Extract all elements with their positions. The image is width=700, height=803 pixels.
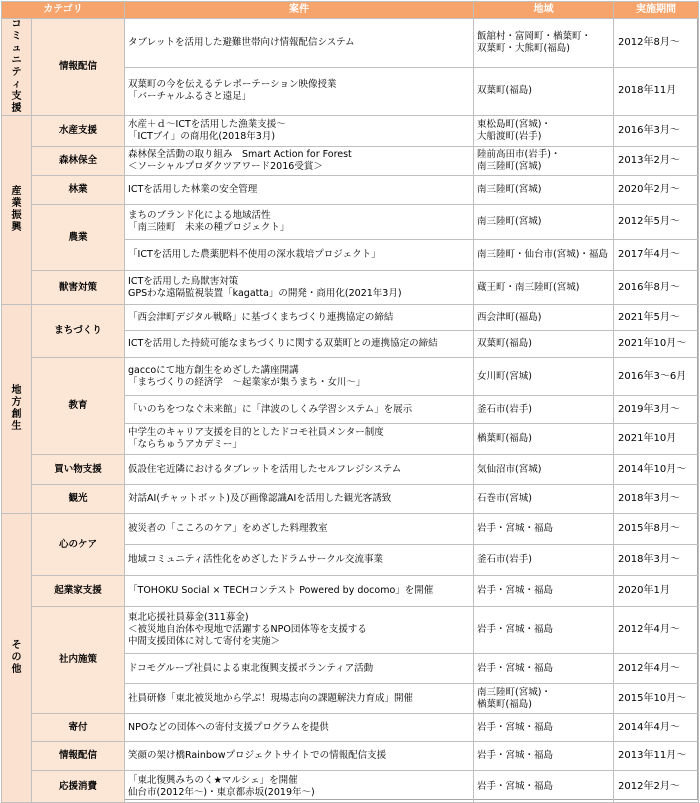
cell-line: 仮設住宅近隣におけるタブレットを活用したセルフレジシステム — [128, 463, 402, 475]
region-cell — [474, 545, 614, 576]
cell-line: 楢葉町(福島) — [477, 698, 532, 710]
cell-line: 地域コミュニティ活性化をめざしたドラムサークル交流事業 — [128, 554, 383, 565]
project-cell — [125, 684, 474, 714]
cell-line: 「南三陸町 未来の種プロジェクト」 — [128, 222, 290, 233]
region-cell — [474, 684, 614, 714]
region-cell — [474, 654, 614, 684]
project-cell — [125, 271, 474, 305]
project-cell — [125, 240, 474, 271]
period-cell: 2013年11月～ — [614, 742, 699, 771]
project-cell — [125, 176, 474, 205]
cell-line: まちのブランド化による地域活性 — [128, 210, 271, 221]
region-cell — [474, 607, 614, 654]
cell-line: 南三陸町(宮城) — [477, 161, 542, 172]
table-row — [2, 742, 699, 771]
table-row — [2, 19, 699, 68]
table-row — [2, 116, 699, 147]
region-cell — [474, 240, 614, 271]
category-label: その他 — [11, 640, 22, 675]
period-cell: 2012年4月～ — [614, 607, 699, 654]
cell-line: 双葉町の今を伝えるテレポーテーション映像授業 — [128, 79, 337, 91]
period-cell: 2015年8月～ — [614, 514, 699, 545]
cell-line: 岩手・宮城・福島 — [477, 523, 554, 534]
project-cell — [125, 771, 474, 803]
region-cell — [474, 271, 614, 305]
cell-line: GPSわな遠隔監視装置「kagatta」の開発・商用化(2021年3月) — [128, 287, 402, 299]
cell-line: 岩手・宮城・福島 — [477, 585, 554, 596]
header-row — [2, 2, 699, 19]
category-cell — [2, 116, 32, 305]
region-cell — [474, 714, 614, 742]
region-cell — [474, 742, 614, 771]
cell-line: NPOなどの団体への寄付支援プログラムを提供 — [128, 721, 329, 733]
table-row — [2, 455, 699, 485]
cell-line: 岩手・宮城・福島 — [477, 780, 554, 792]
period-cell: 2015年10月～ — [614, 684, 699, 714]
table-row — [2, 485, 699, 514]
region-cell — [474, 485, 614, 514]
project-cell — [125, 545, 474, 576]
project-cell — [125, 331, 474, 358]
cell-line: 双葉町(福島) — [477, 85, 532, 97]
period-cell: 2019年3月～ — [614, 396, 699, 424]
cell-line: 釜石市(岩手) — [477, 554, 532, 565]
project-cell — [125, 654, 474, 684]
subcategory-cell: 応援消費 — [32, 771, 125, 803]
table-row — [2, 607, 699, 654]
project-cell — [125, 67, 474, 116]
category-label: コミュニティ支援 — [11, 19, 22, 114]
region-cell — [474, 331, 614, 358]
period-cell: 2017年4月～ — [614, 240, 699, 271]
period-cell: 2021年5月～ — [614, 305, 699, 331]
period-cell: 2016年3月～ — [614, 116, 699, 147]
region-cell — [474, 116, 614, 147]
cell-line: 双葉町・大熊町(福島) — [477, 42, 570, 54]
project-cell — [125, 742, 474, 771]
cell-line: 水産＋ｄ～ICTを活用した漁業支援～ — [128, 119, 286, 130]
project-cell — [125, 514, 474, 545]
cell-line: ICTを活用した林業の安全管理 — [128, 184, 258, 195]
cell-line: 気仙沼市(宮城) — [477, 463, 542, 475]
table-row — [2, 576, 699, 607]
table-row — [2, 147, 699, 176]
project-cell — [125, 358, 474, 396]
cell-line: 西会津町(福島) — [477, 311, 542, 323]
category-label: 地方創生 — [11, 385, 22, 432]
header-category: カテゴリ — [2, 2, 125, 19]
subcategory-cell: 教育 — [32, 358, 125, 455]
period-cell: 2016年3～6月 — [614, 358, 699, 396]
project-cell — [125, 455, 474, 485]
cell-line: ICTを活用した鳥獣害対策 — [128, 275, 239, 287]
cell-line: 飯舘村・富岡町・楢葉町・ — [477, 30, 592, 42]
subcategory-cell: 観光 — [32, 485, 125, 514]
category-label: 産業振興 — [11, 186, 22, 233]
period-cell: 2012年8月～ — [614, 19, 699, 68]
cell-line: 陸前高田市(岩手)・ — [477, 149, 561, 160]
cell-line: 双葉町(福島) — [477, 338, 532, 349]
cell-line: ドコモグループ社員による東北復興支援ボランティア活動 — [128, 662, 374, 674]
cell-line: 「いのちをつなぐ未来館」に「津波のしくみ学習システム」を展示 — [128, 403, 413, 415]
cell-line: 「まちづくりの経済学 ～起業家が集うまち・女川～」 — [128, 376, 366, 388]
cell-line: 楢葉町(福島) — [477, 433, 532, 444]
period-cell: 2014年4月～ — [614, 714, 699, 742]
subcategory-cell: 水産支援 — [32, 116, 125, 147]
cell-line: 南三陸町(宮城)・ — [477, 686, 551, 698]
region-cell — [474, 19, 614, 68]
header-project: 案件 — [125, 2, 474, 19]
subcategory-cell: 情報配信 — [32, 19, 125, 116]
region-cell — [474, 305, 614, 331]
project-cell — [125, 305, 474, 331]
project-cell — [125, 205, 474, 240]
region-cell — [474, 514, 614, 545]
cell-line: 南三陸町(宮城) — [477, 184, 542, 195]
cell-line: 岩手・宮城・福島 — [477, 624, 554, 635]
header-region: 地域 — [474, 2, 614, 19]
subcategory-cell: 情報配信 — [32, 742, 125, 771]
period-cell: 2016年8月～ — [614, 271, 699, 305]
period-cell: 2018年3月～ — [614, 545, 699, 576]
region-cell — [474, 67, 614, 116]
cell-line: 対話AI(チャットボット)及び画像認識AIを活用した観光客誘致 — [128, 493, 392, 504]
project-cell — [125, 485, 474, 514]
cell-line: ＜ソーシャルプロダクツアワード2016受賞＞ — [128, 161, 323, 172]
cell-line: 「ICTを活用した農薬肥料不使用の深水栽培プロジェクト」 — [128, 249, 381, 260]
cell-line: 被災者の「こころのケア」をめざした料理教室 — [128, 523, 328, 534]
region-cell — [474, 455, 614, 485]
project-cell — [125, 424, 474, 455]
cell-line: 女川町(宮城) — [477, 370, 532, 382]
region-cell — [474, 396, 614, 424]
cell-line: 「西会津町デジタル戦略」に基づくまちづくり連携協定の締結 — [128, 311, 394, 323]
table-row — [2, 358, 699, 396]
cell-line: 中学生のキャリア支援を目的としたドコモ社員メンター制度 — [128, 427, 384, 438]
period-cell: 2014年10月～ — [614, 455, 699, 485]
table-body — [2, 19, 699, 803]
subcategory-cell: 林業 — [32, 176, 125, 205]
table-row — [2, 176, 699, 205]
cell-line: 「バーチャルふるさと遠足」 — [128, 91, 252, 103]
table-row — [2, 514, 699, 545]
cell-line: 蔵王町・南三陸町(宮城) — [477, 281, 580, 293]
category-cell — [2, 514, 32, 803]
project-cell — [125, 19, 474, 68]
project-table — [1, 1, 699, 803]
cell-line: 「東北復興みちのく★マルシェ」を開催 — [128, 774, 298, 786]
period-cell: 2018年11月 — [614, 67, 699, 116]
period-cell: 2012年4月～ — [614, 654, 699, 684]
category-cell — [2, 19, 32, 116]
cell-line: 社員研修「東北被災地から学ぶ！現場志向の課題解決力育成」開催 — [128, 692, 414, 704]
cell-line: 岩手・宮城・福島 — [477, 721, 554, 733]
subcategory-cell: 起業家支援 — [32, 576, 125, 607]
cell-line: 東松島町(宮城)・ — [477, 119, 551, 130]
cell-line: ＜被災地自治体や現地で活躍するNPO団体等を支援する — [128, 624, 367, 635]
region-cell — [474, 147, 614, 176]
subcategory-cell: 森林保全 — [32, 147, 125, 176]
period-cell: 2020年2月～ — [614, 176, 699, 205]
project-cell — [125, 147, 474, 176]
table-row — [2, 305, 699, 331]
period-cell: 2012年5月～ — [614, 205, 699, 240]
cell-line: 東北応援社員募金(311募金) — [128, 612, 249, 623]
region-cell — [474, 205, 614, 240]
subcategory-cell: 社内施策 — [32, 607, 125, 714]
period-cell: 2018年3月～ — [614, 485, 699, 514]
region-cell — [474, 358, 614, 396]
cell-line: 南三陸町・仙台市(宮城)・福島 — [477, 249, 608, 260]
region-cell — [474, 576, 614, 607]
project-cell — [125, 607, 474, 654]
subcategory-cell: 農業 — [32, 205, 125, 271]
period-cell: 2021年10月 — [614, 424, 699, 455]
project-cell — [125, 396, 474, 424]
period-cell: 2013年2月～ — [614, 147, 699, 176]
cell-line: 岩手・宮城・福島 — [477, 662, 554, 674]
cell-line: タブレットを活用した避難世帯向け情報配信システム — [128, 36, 355, 48]
period-cell: 2020年1月 — [614, 576, 699, 607]
period-cell: 2012年2月～ — [614, 771, 699, 803]
cell-line: 大船渡町(岩手) — [477, 131, 542, 142]
cell-line: 仙台市(2012年～)・東京都赤坂(2019年～) — [128, 786, 315, 798]
cell-line: 中間支援団体に対して寄付を実施＞ — [128, 636, 281, 647]
header-period: 実施期間 — [614, 2, 699, 19]
subcategory-cell: まちづくり — [32, 305, 125, 358]
subcategory-cell: 寄付 — [32, 714, 125, 742]
project-cell — [125, 714, 474, 742]
category-cell — [2, 305, 32, 514]
project-cell — [125, 576, 474, 607]
table-row — [2, 714, 699, 742]
period-cell: 2021年10月～ — [614, 331, 699, 358]
cell-line: gaccoにて地方創生をめざした講座開講 — [128, 364, 299, 376]
region-cell — [474, 771, 614, 803]
table-row — [2, 271, 699, 305]
cell-line: 「ならちゅうアカデミー」 — [128, 439, 242, 450]
cell-line: 笑顔の架け橋Rainbowプロジェクトサイトでの情報配信支援 — [128, 750, 387, 761]
cell-line: 「TOHOKU Social × TECHコンテスト Powered by docomo」を開催 — [128, 585, 434, 596]
subcategory-cell: 心のケア — [32, 514, 125, 576]
project-cell — [125, 116, 474, 147]
cell-line: 森林保全活動の取り組み Smart Action for Forest — [128, 149, 352, 160]
table-row — [2, 205, 699, 240]
cell-line: 「ICTブイ」の商用化(2018年3月) — [128, 131, 276, 142]
subcategory-cell: 獣害対策 — [32, 271, 125, 305]
table-row — [2, 771, 699, 803]
cell-line: 石巻市(宮城) — [477, 493, 532, 504]
cell-line: 岩手・宮城・福島 — [477, 750, 554, 761]
cell-line: ICTを活用した持続可能なまちづくりに関する双葉町との連携協定の締結 — [128, 338, 438, 349]
region-cell — [474, 424, 614, 455]
subcategory-cell: 買い物支援 — [32, 455, 125, 485]
region-cell — [474, 176, 614, 205]
cell-line: 南三陸町(宮城) — [477, 216, 542, 227]
cell-line: 釜石市(岩手) — [477, 403, 532, 415]
